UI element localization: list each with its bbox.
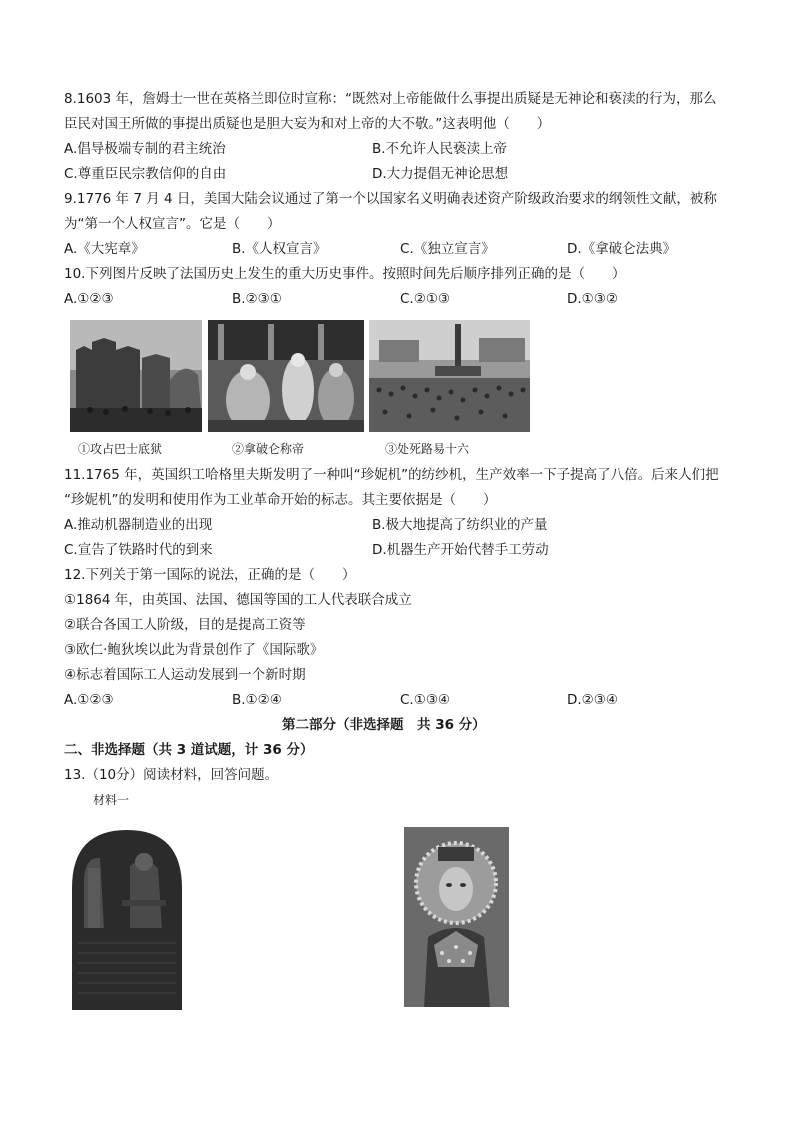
- q10-option-a: A.①②③: [64, 291, 114, 307]
- q8-option-a: A.倡导极端专制的君主统治: [64, 141, 226, 157]
- caption-louis-xvi: ③处死路易十六: [385, 442, 470, 456]
- q13-material-label: 材料一: [93, 793, 130, 807]
- q12-item-1: ①1864 年，由英国、法国、德国等国的工人代表联合成立: [64, 592, 412, 608]
- q8-stem-line1: 8.1603 年，詹姆士一世在英格兰即位时宣称：“既然对上帝能做什么事提出质疑是无神论和亵渎的行为，那么: [64, 91, 717, 107]
- q9-option-c: C.《独立宣言》: [400, 241, 495, 257]
- q13-stem: 13.（10分）阅读材料，回答问题。: [64, 767, 279, 783]
- q9-option-b: B.《人权宣言》: [232, 241, 327, 257]
- q12-item-4: ④标志着国际工人运动发展到一个新时期: [64, 667, 306, 683]
- section-heading: 二、非选择题（共 3 道试题，计 36 分）: [64, 742, 314, 758]
- q12-option-d: D.②③④: [567, 692, 618, 708]
- bastille-photo: [70, 320, 202, 432]
- q12-item-2: ②联合各国工人阶级，目的是提高工资等: [64, 617, 306, 633]
- caption-bastille: ①攻占巴士底狱: [78, 442, 163, 456]
- q8-option-b: B.不允许人民亵渎上帝: [372, 141, 508, 157]
- q8-option-d: D.大力提倡无神论思想: [372, 166, 509, 182]
- q12-option-a: A.①②③: [64, 692, 114, 708]
- q11-option-d: D.机器生产开始代替手工劳动: [372, 542, 549, 558]
- q12-option-b: B.①②④: [232, 692, 282, 708]
- q10-option-b: B.②③①: [232, 291, 282, 307]
- q11-option-c: C.宣告了铁路时代的到来: [64, 542, 213, 558]
- q11-stem-line2: “珍妮机”的发明和使用作为工业革命开始的标志。其主要依据是（ ）: [64, 492, 497, 508]
- q10-option-c: C.②①③: [400, 291, 451, 307]
- q8-option-c: C.尊重臣民宗教信仰的自由: [64, 166, 227, 182]
- louis-xvi-execution-photo: [369, 320, 530, 432]
- part2-title: 第二部分（非选择题 共 36 分）: [282, 717, 486, 733]
- caption-napoleon: ②拿破仑称帝: [232, 442, 305, 456]
- q10-option-d: D.①③②: [567, 291, 618, 307]
- q11-stem-line1: 11.1765 年，英国织工哈格里夫斯发明了一种叫“珍妮机”的纺纱机，生产效率一下子提高了八倍。后来人们把: [64, 467, 719, 483]
- q10-stem: 10.下列图片反映了法国历史上发生的重大历史事件。按照时间先后顺序排列正确的是（ ）: [64, 266, 626, 282]
- hammurabi-stele-image: [70, 828, 184, 1010]
- q11-option-a: A.推动机器制造业的出现: [64, 517, 213, 533]
- napoleon-coronation-photo: [208, 320, 364, 432]
- q12-option-c: C.①③④: [400, 692, 451, 708]
- q9-option-d: D.《拿破仑法典》: [567, 241, 677, 257]
- q9-option-a: A.《大宪章》: [64, 241, 145, 257]
- q9-stem-line2: 为“第一个人权宣言”。它是（ ）: [64, 216, 281, 232]
- q8-stem-line2: 臣民对国王所做的事提出质疑也是胆大妄为和对上帝的大不敬。”这表明他（ ）: [64, 116, 551, 132]
- q12-stem: 12.下列关于第一国际的说法，正确的是（ ）: [64, 567, 356, 583]
- q12-item-3: ③欧仁·鲍狄埃以此为背景创作了《国际歌》: [64, 642, 324, 658]
- justinian-mosaic-image: [404, 827, 509, 1007]
- q9-stem-line1: 9.1776 年 7 月 4 日，美国大陆会议通过了第一个以国家名义明确表述资产阶级政治要求的纲领性文献，被称: [64, 191, 717, 207]
- q11-option-b: B.极大地提高了纺织业的产量: [372, 517, 548, 533]
